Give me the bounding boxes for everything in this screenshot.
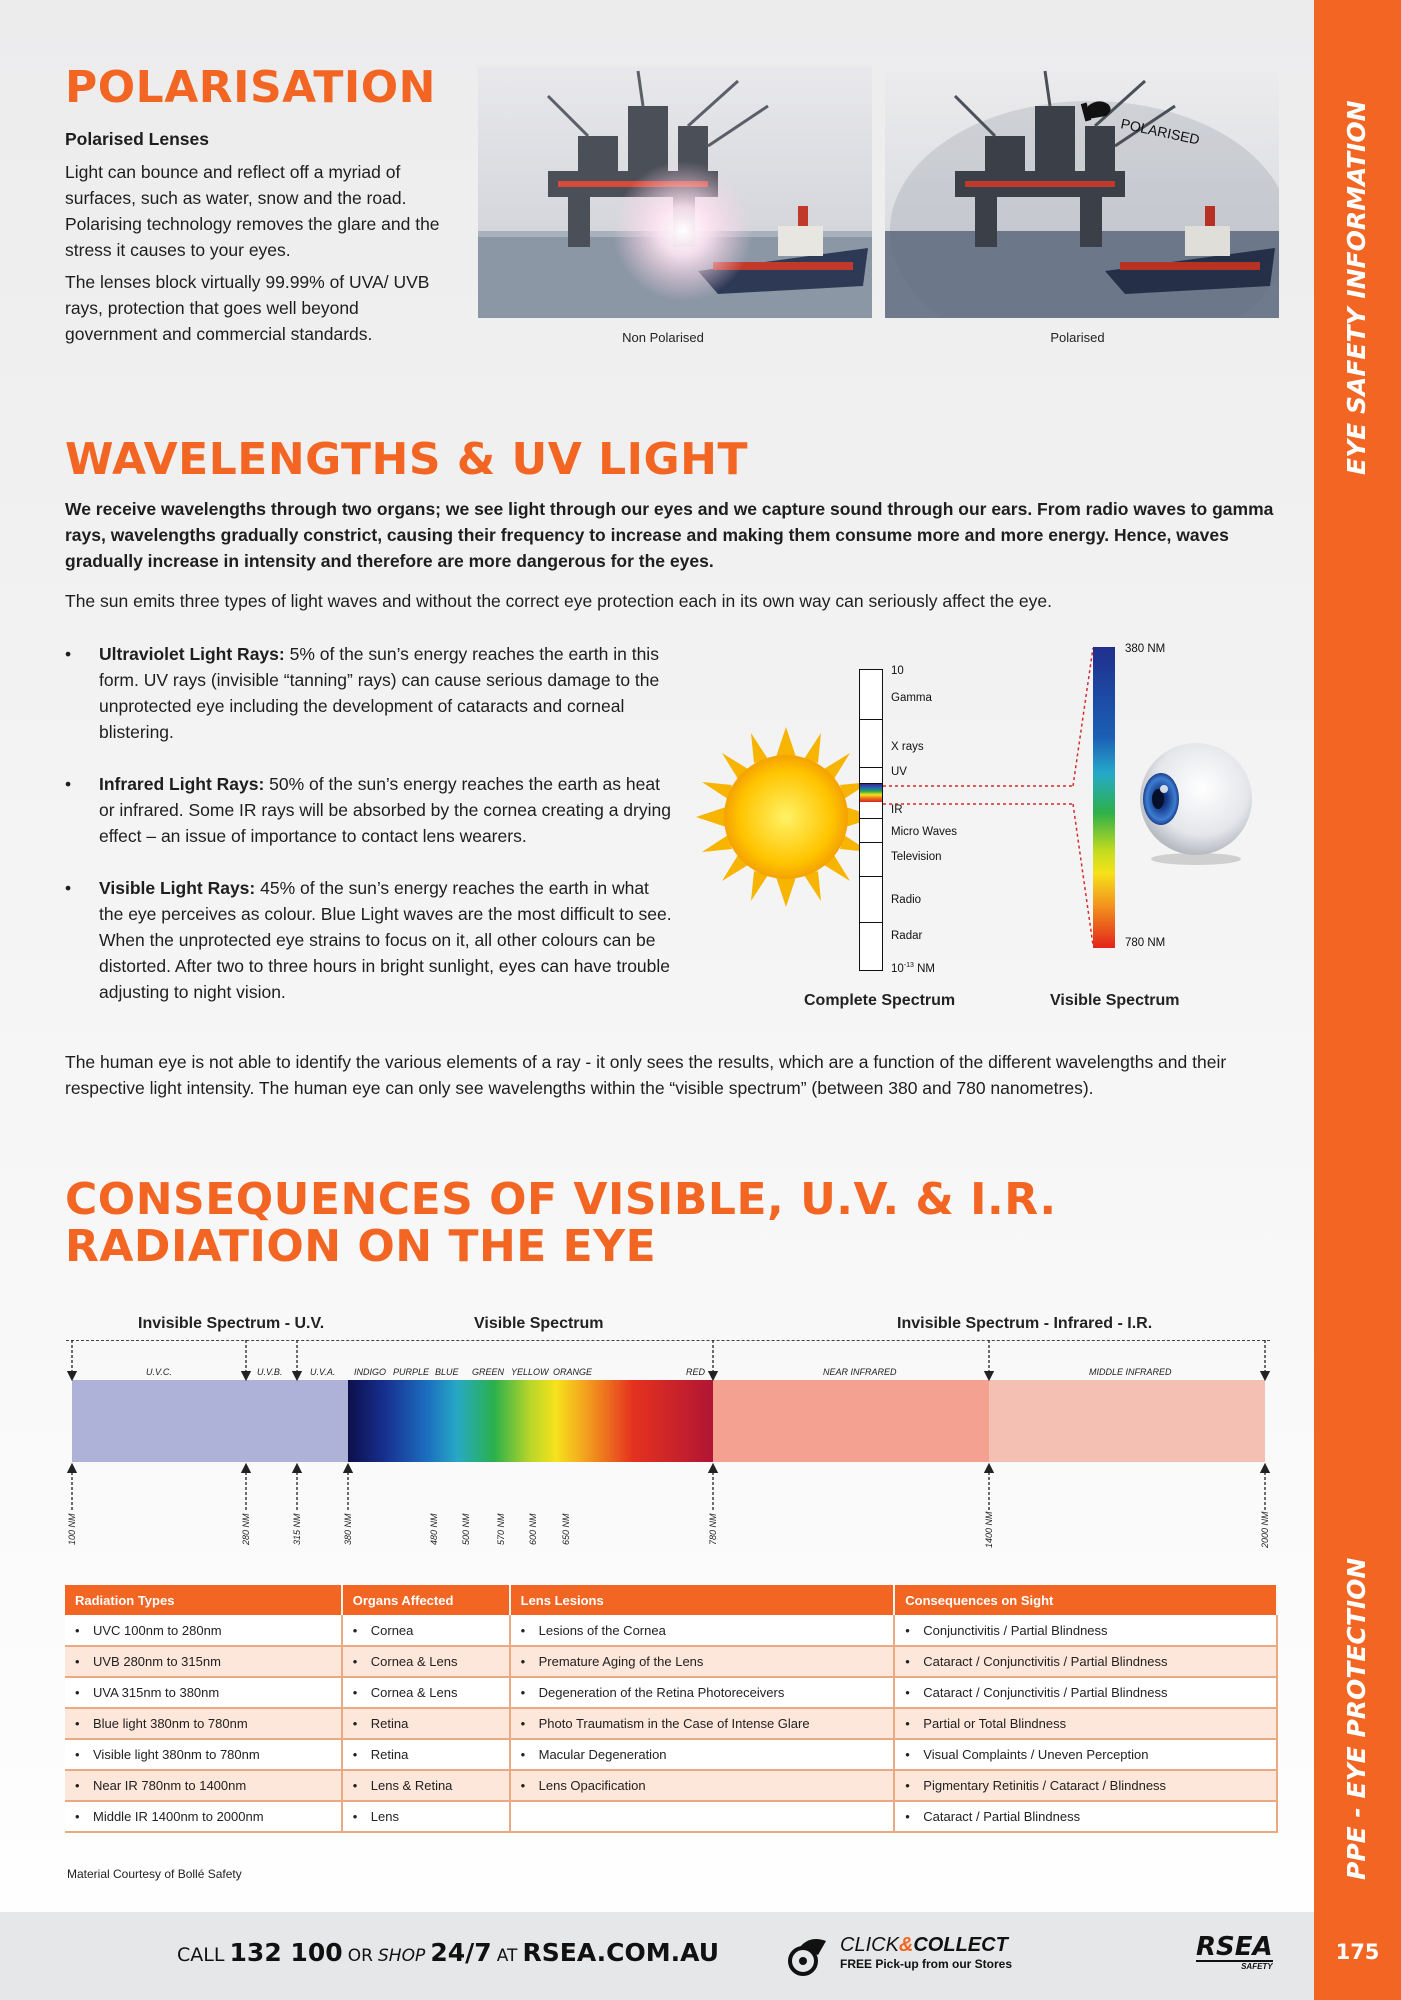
- table-row: • Near IR 780nm to 1400nm • Lens & Retina • Lens Opacification • Pigmentary Retinitis / Cataract / Blindness: [65, 1770, 1277, 1801]
- spectrum-label-gamma: Gamma: [891, 692, 932, 704]
- click-collect-icon: [786, 1935, 834, 1977]
- credit-text: Material Courtesy of Bollé Safety: [67, 1867, 242, 1881]
- sub-label-orange: ORANGE: [553, 1367, 593, 1377]
- nm-380-label: 380 NM: [1125, 643, 1166, 655]
- table-row: • UVC 100nm to 280nm • Cornea • Lesions of the Cornea • Conjunctivitis / Partial Blindness: [65, 1615, 1277, 1646]
- spectrum-label-nm: $10^{-13}$ NM: [891, 962, 936, 975]
- list-item: • Visible Light Rays: 45% of the sun’s energy reaches the earth in what the eye perceives as colour. Blue Light waves are the most difficult to see. When the unprotected eye strains to focus on it, all other colours can be distorted. After two to three hours in bright sunlight, eyes can have trouble adjusting to night vision.: [65, 875, 675, 1005]
- spectrum-label-television: Television: [891, 851, 942, 863]
- visible-spectrum-caption: Visible Spectrum: [1050, 992, 1180, 1009]
- column-header: Radiation Types: [65, 1585, 342, 1615]
- wavelengths-intro: The sun emits three types of light waves and without the correct eye protection each in its own way can seriously affect the eye.: [65, 591, 1052, 611]
- wavelengths-outro: The human eye is not able to identify the various elements of a ray - it only sees the results, which are a function of the different wavelengths and their respective light intensity. The human eye can only see wavelengths within the “visible spectrum” (between 380 and 780 nanometres).: [65, 1052, 1227, 1098]
- consequences-table: [65, 1585, 1278, 1833]
- tick-600nm: 600 NM: [528, 1513, 538, 1545]
- non-polarised-photo: [478, 66, 872, 318]
- non-polarised-caption: Non Polarised: [622, 330, 704, 345]
- spectrum-label-10: 10: [891, 665, 904, 677]
- sub-label-yellow: YELLOW: [511, 1367, 549, 1377]
- sidebar: [1314, 0, 1401, 2000]
- spectrum-label-microwaves: Micro Waves: [891, 826, 958, 838]
- consequences-heading-line-1: CONSEQUENCES OF VISIBLE, U.V. & I.R.: [65, 1174, 1057, 1225]
- tick-315nm: 315 NM: [292, 1513, 302, 1545]
- table-row: • UVA 315nm to 380nm • Cornea & Lens • Degeneration of the Retina Photoreceivers • Cataract / Conjunctivitis / Partial Blindness: [65, 1677, 1277, 1708]
- consequences-heading-line-2: RADIATION ON THE EYE: [65, 1221, 657, 1272]
- nm-780-label: 780 NM: [1125, 937, 1166, 949]
- tick-1400nm: 1400 NM: [984, 1511, 994, 1548]
- complete-spectrum-caption: Complete Spectrum: [804, 992, 956, 1009]
- spectrum-label-xrays: X rays: [891, 741, 924, 753]
- band-label-ir: Invisible Spectrum - Infrared - I.R.: [897, 1315, 1153, 1332]
- sidebar-bottom-label: PPE - EYE PROTECTION: [1342, 1557, 1371, 1880]
- rsea-logo: RSEA SAFETY: [1196, 1932, 1273, 1971]
- tick-570nm: 570 NM: [496, 1513, 506, 1545]
- polarised-lenses-subheading: Polarised Lenses: [65, 129, 209, 149]
- sub-label-purple: PURPLE: [393, 1367, 430, 1377]
- sub-label-uvb: U.V.B.: [257, 1367, 283, 1377]
- tick-480nm: 480 NM: [429, 1513, 439, 1545]
- footer: [0, 1912, 1314, 2000]
- polarised-caption: Polarised: [1050, 330, 1105, 345]
- tick-380nm: 380 NM: [343, 1513, 353, 1545]
- spectrum-label-ir: IR: [891, 804, 903, 816]
- light-rays-list: [65, 641, 675, 1031]
- tick-100nm: 100 NM: [67, 1513, 77, 1545]
- tick-280nm: 280 NM: [241, 1513, 251, 1545]
- visible-spectrum-bar: [1093, 647, 1115, 948]
- spectrum-connector-lines: [883, 640, 1093, 960]
- eyeball-icon: [1128, 737, 1258, 867]
- band-label-visible: Visible Spectrum: [474, 1315, 604, 1332]
- spectrum-label-radar: Radar: [891, 930, 923, 942]
- sub-label-middle-infrared: MIDDLE INFRARED: [1089, 1367, 1172, 1377]
- sun-icon: [696, 727, 876, 907]
- sidebar-top-label: EYE SAFETY INFORMATION: [1342, 100, 1371, 475]
- complete-spectrum-bar: [859, 669, 883, 971]
- tick-500nm: 500 NM: [461, 1513, 471, 1545]
- table-row: • Middle IR 1400nm to 2000nm • Lens • Cataract / Partial Blindness: [65, 1801, 1277, 1832]
- polarisation-paragraph-2: The lenses block virtually 99.99% of UVA/ UVB rays, protection that goes well beyond government and commercial standards.: [65, 272, 430, 344]
- sub-label-uva: U.V.A.: [310, 1367, 336, 1377]
- sub-label-indigo: INDIGO: [354, 1367, 387, 1377]
- sub-label-red: RED: [686, 1367, 706, 1377]
- sub-label-near-infrared: NEAR INFRARED: [823, 1367, 897, 1377]
- band-label-uv: Invisible Spectrum - U.V.: [138, 1315, 325, 1332]
- click-collect[interactable]: CLICK&COLLECT FREE Pick-up from our Stores: [840, 1934, 1013, 1971]
- page-number: 175: [1335, 1940, 1380, 1964]
- polarisation-heading: POLARISATION: [65, 62, 436, 113]
- tick-650nm: 650 NM: [561, 1513, 571, 1545]
- polarised-photo: [885, 66, 1279, 318]
- tick-780nm: 780 NM: [708, 1513, 718, 1545]
- sub-label-blue: BLUE: [435, 1367, 459, 1377]
- table-row: • Visible light 380nm to 780nm • Retina • Macular Degeneration • Visual Complaints / Uneven Perception: [65, 1739, 1277, 1770]
- table-row: • UVB 280nm to 315nm • Cornea & Lens • Premature Aging of the Lens • Cataract / Conjunctivitis / Partial Blindness: [65, 1646, 1277, 1677]
- spectrum-label-radio: Radio: [891, 894, 922, 906]
- wavelengths-intro-bold: We receive wavelengths through two organs; we see light through our eyes and we capture sound through our ears. From radio waves to gamma rays, wavelengths gradually constrict, causing their frequency to increase and making them consume more and more energy. Hence, waves gradually increase in intensity and therefore are more dangerous for the eyes.: [65, 499, 1274, 571]
- list-item: • Ultraviolet Light Rays: 5% of the sun’s energy reaches the earth in this form. UV rays (invisible “tanning” rays) can cause serious damage to the unprotected eye including the development of cataracts and corneal blistering.: [65, 641, 675, 745]
- website-link[interactable]: RSEA.COM.AU: [522, 1938, 720, 1967]
- column-header: Consequences on Sight: [894, 1585, 1277, 1615]
- phone-link[interactable]: 132 100: [229, 1938, 343, 1967]
- wavelengths-heading: WAVELENGTHS & UV LIGHT: [65, 434, 748, 485]
- column-header: Lens Lesions: [510, 1585, 895, 1615]
- sub-label-green: GREEN: [472, 1367, 505, 1377]
- table-row: • Blue light 380nm to 780nm • Retina • Photo Traumatism in the Case of Intense Glare • Partial or Total Blindness: [65, 1708, 1277, 1739]
- tick-2000nm: 2000 NM: [1260, 1511, 1270, 1548]
- sub-label-uvc: U.V.C.: [146, 1367, 172, 1377]
- column-header: Organs Affected: [342, 1585, 510, 1615]
- polarised-stamp: POLARISED: [1119, 115, 1202, 148]
- spectrum-label-uv: UV: [891, 766, 907, 778]
- polarisation-paragraph-1: Light can bounce and reflect off a myriad of surfaces, such as water, snow and the road. Polarising technology removes the glare and the stress it causes to your eyes.: [65, 162, 440, 260]
- list-item: • Infrared Light Rays: 50% of the sun’s energy reaches the earth as heat or infrared. Some IR rays will be absorbed by the cornea creating a drying effect – an issue of importance to contact lens wearers.: [65, 771, 675, 849]
- footer-contact: CALL 132 100 OR SHOP 24/7 AT RSEA.COM.AU: [177, 1938, 720, 1967]
